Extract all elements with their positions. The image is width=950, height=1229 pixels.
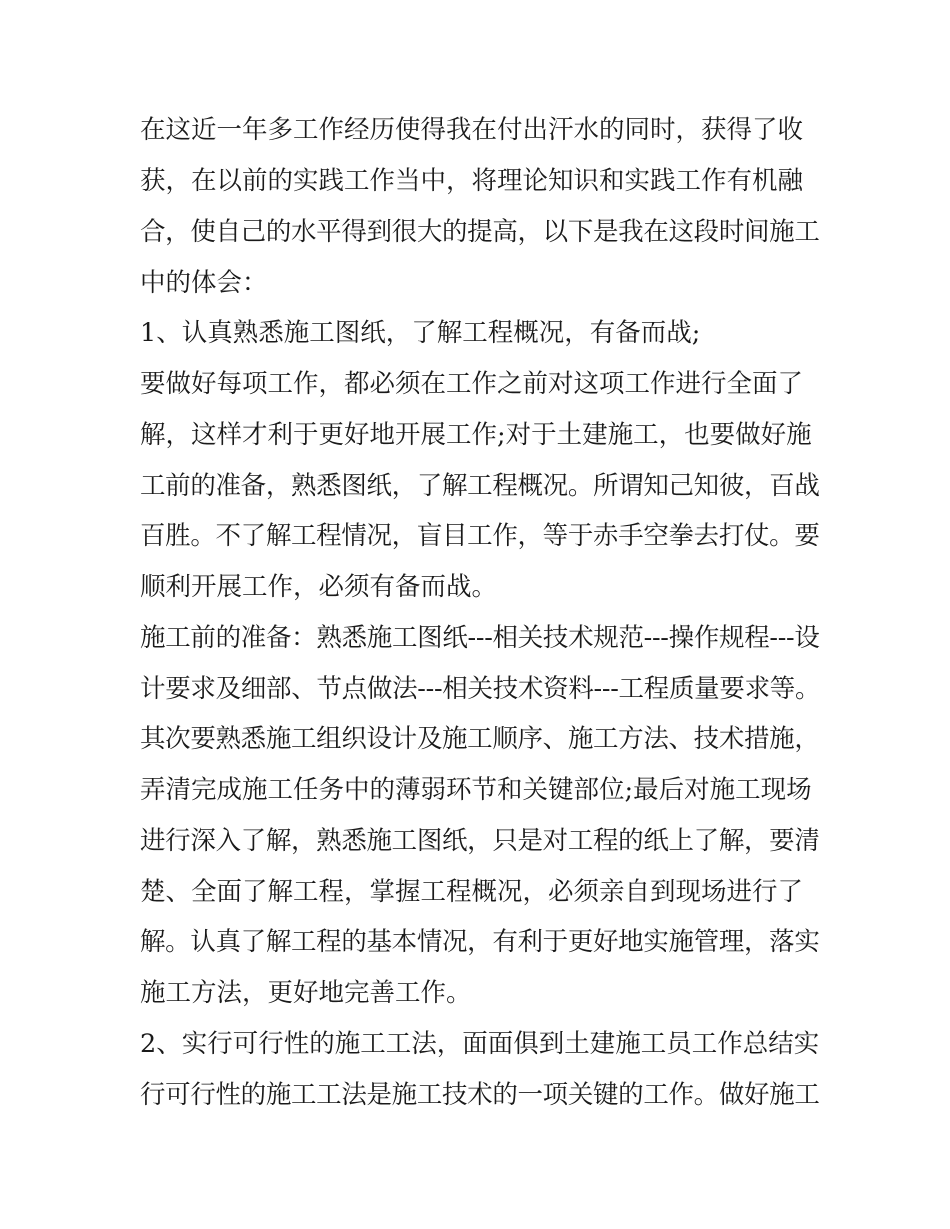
text-line: 弄清完成施工任务中的薄弱环节和关键部位;最后对施工现场: [140, 775, 812, 805]
text-line: 要做好每项工作，都必须在工作之前对这项工作进行全面了: [140, 369, 804, 399]
text-line: 计要求及细部、节点做法---相关技术资料---工程质量要求等。: [140, 674, 821, 704]
text-line: 工前的准备，熟悉图纸，了解工程概况。所谓知己知彼，百战: [140, 471, 820, 501]
section-heading-2: 2、实行可行性的施工工法，面面俱到土建施工员工作总结实: [140, 1029, 820, 1059]
text-line: 顺利开展工作，必须有备而战。: [140, 572, 498, 602]
text-line: 施工前的准备：熟悉施工图纸---相关技术规范---操作规程---设: [140, 623, 820, 653]
text-line: 进行深入了解，熟悉施工图纸，只是对工程的纸上了解，要清: [140, 826, 820, 856]
text-line: 中的体会：: [140, 268, 268, 298]
text-line: 行可行性的施工工法是施工技术的一项关键的工作。做好施工: [140, 1080, 820, 1110]
text-line: 施工方法，更好地完善工作。: [140, 978, 472, 1008]
text-line: 解。认真了解工程的基本情况，有利于更好地实施管理，落实: [140, 927, 820, 957]
text-line: 楚、全面了解工程，掌握工程概况，必须亲自到现场进行了: [140, 877, 804, 907]
text-line: 其次要熟悉施工组织设计及施工顺序、施工方法、技术措施，: [140, 724, 820, 754]
text-line: 合，使自己的水平得到很大的提高，以下是我在这段时间施工: [140, 217, 820, 247]
text-line: 在这近一年多工作经历使得我在付出汗水的同时，获得了收: [140, 115, 804, 145]
text-line: 获，在以前的实践工作当中，将理论知识和实践工作有机融: [140, 166, 804, 196]
text-line: 解，这样才利于更好地开展工作;对于土建施工，也要做好施: [140, 420, 812, 450]
text-line: 百胜。不了解工程情况，盲目工作，等于赤手空拳去打仗。要: [140, 521, 820, 551]
section-heading-1: 1、认真熟悉施工图纸，了解工程概况，有备而战;: [140, 318, 701, 348]
